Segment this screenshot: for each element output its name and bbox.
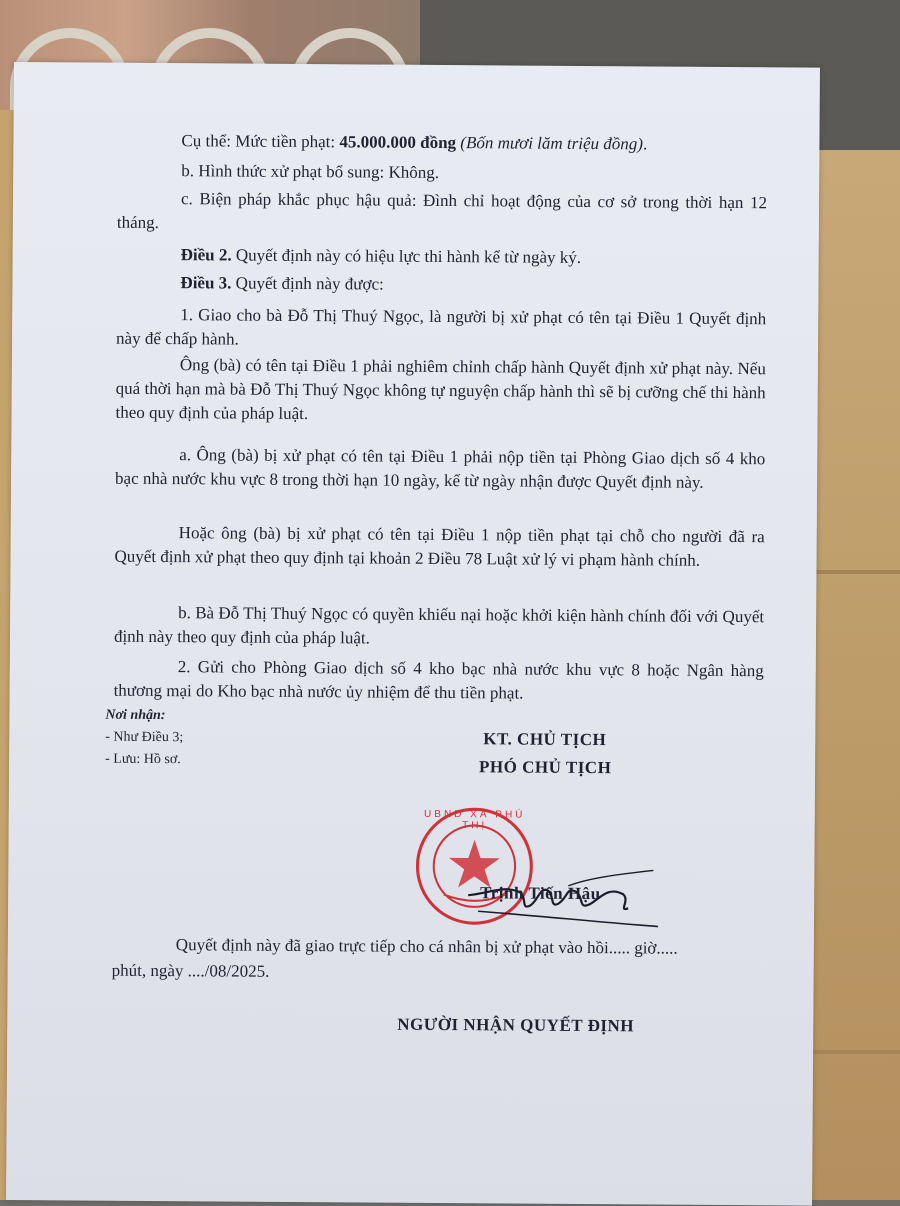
fine-amount-line [117,129,767,158]
article-2 [117,243,767,272]
article-3-text: Quyết định này được: [231,273,384,294]
document-page [6,62,820,1206]
compliance-paragraph: Ông (bà) có tên tại Điều 1 phải nghiêm chỉnh chấp hành Quyết định xử phạt này. Nếu quá thời hạn mà bà Đỗ Thị Thuý Ngọc không tự nguyện chấp hành thì sẽ bị cưỡng chế thi hành theo quy định của pháp luật. [115,355,766,424]
delivery-line-1: Quyết định này đã giao trực tiếp cho cá nhân bị xử phạt vào hồi..... giờ..... [175,935,678,958]
fine-amount: 45.000.000 đồng [339,132,457,153]
article-2-text: Quyết định này có hiệu lực thi hành kể từ ngày ký. [231,245,582,267]
delivery-line-2: phút, ngày ..../08/2025. [111,960,270,981]
recipients-heading: Nơi nhận: [105,707,166,724]
article-3-item-1: 1. Giao cho bà Đỗ Thị Thuý Ngọc, là người bị xử phạt có tên tại Điều 1 Quyết định này để chấp hành. [116,305,767,349]
stamp-text: UBND XÃ PHÚ THỊ [424,808,526,832]
fine-amount-words: (Bốn mươi lăm triệu đồng) [460,133,644,154]
fine-end: . [642,134,648,154]
article-3 [116,271,766,300]
signer-name: Trịnh Tiến Hậu [480,883,601,904]
article-2-label: Điều 2. [180,245,232,265]
article-3-item-2: 2. Gửi cho Phòng Giao dịch số 4 kho bạc nhà nước khu vực 8 hoặc Ngân hàng thương mại do Kho bạc nhà nước ủy nhiệm để thu tiền phạt. [113,657,764,703]
signature-title-1: KT. CHỦ TỊCH [483,729,607,750]
article-3-item-b: b. Bà Đỗ Thị Thuý Ngọc có quyền khiếu nại hoặc khởi kiện hành chính đối với Quyết định này theo quy định của pháp luật. [113,603,765,648]
article-3-item-a: a. Ông (bà) bị xử phạt có tên tại Điều 1 phải nộp tiền tại Phòng Giao dịch số 4 kho bạc nhà nước khu vực 8 trong thời hạn 10 ngày, kể từ ngày nhận được Quyết định này. [115,445,766,492]
article-3-label: Điều 3. [180,273,232,293]
alternative-payment-paragraph: Hoặc ông (bà) bị xử phạt có tên tại Điều 1 nộp tiền phạt tại chỗ cho người đã ra Quyết định xử phạt theo quy định tại khoản 2 Điều 78 Luật xử lý vi phạm hành chính. [114,523,765,570]
remedial-measure-line: c. Biện pháp khắc phục hậu quả: Đình chỉ hoạt động của cơ sở trong thời hạn 12 tháng. [116,189,768,233]
additional-penalty-line: b. Hình thức xử phạt bổ sung: Không. [181,161,440,182]
recipients-line-2: - Lưu: Hồ sơ. [105,751,181,768]
receiver-title: NGƯỜI NHẬN QUYẾT ĐỊNH [397,1014,635,1036]
signature-title-2: PHÓ CHỦ TỊCH [479,757,612,778]
recipients-line-1: - Như Điều 3; [105,729,184,746]
fine-prefix: Cụ thể: Mức tiền phạt: [181,131,340,152]
